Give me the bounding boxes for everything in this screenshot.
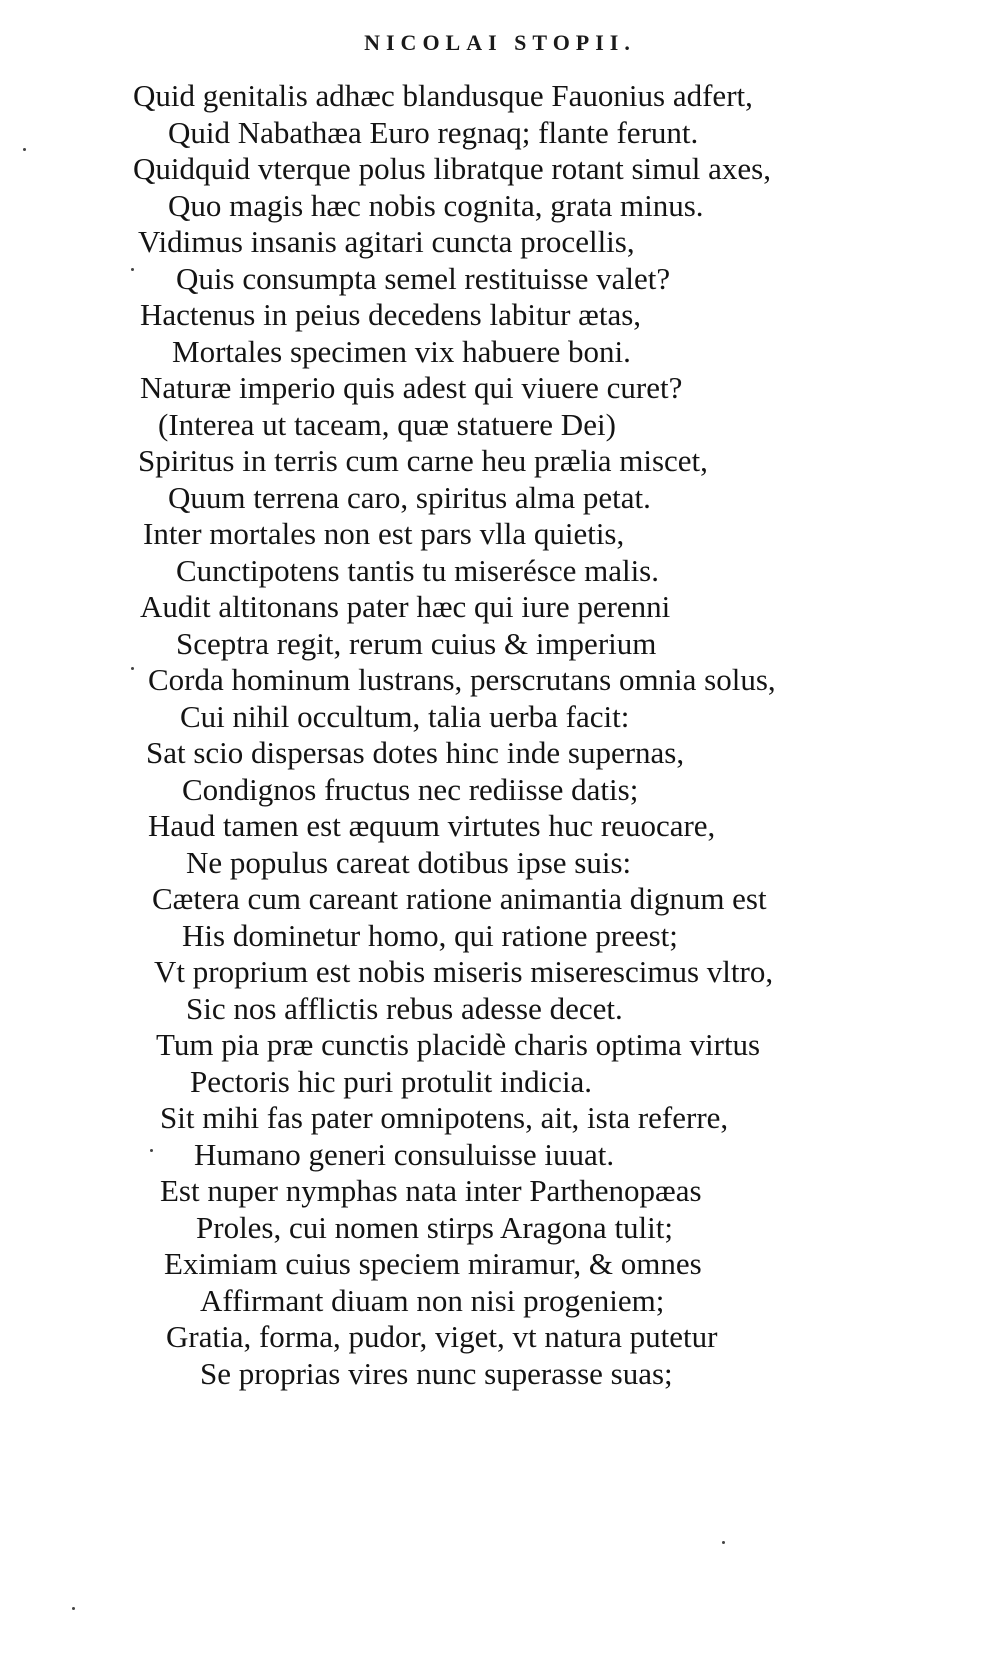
verse-line: Sat scio dispersas dotes hinc inde supernas,: [146, 735, 685, 770]
verse-line: Proles, cui nomen stirps Aragona tulit;: [196, 1209, 674, 1245]
paper-speck: [150, 1149, 153, 1152]
verse-line: Corda hominum lustrans, perscrutans omnia solus,: [148, 662, 776, 697]
verse-line: Quum terrena caro, spiritus alma petat.: [168, 479, 651, 515]
paper-speck: [722, 1541, 725, 1544]
paper-speck: [72, 1607, 75, 1610]
verse-line: Cunctipotens tantis tu miserésce malis.: [176, 552, 659, 588]
verse-line: Quidquid vterque polus libratque rotant simul axes,: [133, 151, 771, 186]
verse-line: Haud tamen est æquum virtutes huc reuocare,: [148, 808, 716, 843]
paper-speck: [23, 148, 26, 151]
verse-line: Hactenus in peius decedens labitur ætas,: [140, 297, 642, 332]
verse-line: Eximiam cuius speciem miramur, & omnes: [164, 1246, 702, 1281]
verse-line: Se proprias vires nunc superasse suas;: [200, 1355, 673, 1391]
paper-speck: [131, 667, 134, 670]
verse-line: Ne populus careat dotibus ipse suis:: [186, 844, 632, 880]
verse-line: Gratia, forma, pudor, viget, vt natura putetur: [166, 1319, 718, 1354]
verse-line: Spiritus in terris cum carne heu prælia miscet,: [138, 443, 708, 478]
running-head: NICOLAI STOPII.: [364, 30, 636, 55]
verse-line: Audit altitonans pater hæc qui iure perenni: [140, 589, 671, 624]
verse-line: Vidimus insanis agitari cuncta procellis,: [138, 224, 635, 259]
verse-line: Naturæ imperio quis adest qui viuere curet?: [140, 370, 683, 405]
verse-line: Pectoris hic puri protulit indicia.: [190, 1063, 593, 1099]
verse-line: Quo magis hæc nobis cognita, grata minus.: [168, 187, 704, 223]
verse-line: Sic nos afflictis rebus adesse decet.: [186, 990, 623, 1026]
verse-line: Humano generi consuluisse iuuat.: [194, 1136, 615, 1172]
verse-line: Cætera cum careant ratione animantia dignum est: [152, 881, 767, 916]
verse-line: Mortales specimen vix habuere boni.: [172, 333, 631, 369]
verse-line: Inter mortales non est pars vlla quietis,: [143, 516, 625, 551]
verse-line: Est nuper nymphas nata inter Parthenopæas: [160, 1173, 702, 1208]
paper-speck: [131, 268, 134, 271]
verse-line: Quid Nabathæa Euro regnaq; flante ferunt.: [168, 114, 699, 150]
verse-line: (Interea ut taceam, quæ statuere Dei): [158, 406, 616, 442]
verse-line: Condignos fructus nec rediisse datis;: [182, 771, 639, 807]
verse-line: Tum pia præ cunctis placidè charis optima virtus: [156, 1027, 761, 1062]
verse-line: Quid genitalis adhæc blandusque Fauonius adfert,: [133, 78, 753, 113]
verse-line: Affirmant diuam non nisi progeniem;: [200, 1282, 665, 1318]
verse-line: Vt proprium est nobis miseris miserescimus vltro,: [154, 954, 774, 989]
verse-line: Cui nihil occultum, talia uerba facit:: [180, 698, 630, 734]
verse-line: Sceptra regit, rerum cuius & imperium: [176, 625, 657, 661]
verse-line: Sit mihi fas pater omnipotens, ait, ista referre,: [160, 1100, 729, 1135]
verse-line: Quis consumpta semel restituisse valet?: [176, 260, 671, 296]
verse-line: His dominetur homo, qui ratione preest;: [182, 917, 678, 953]
